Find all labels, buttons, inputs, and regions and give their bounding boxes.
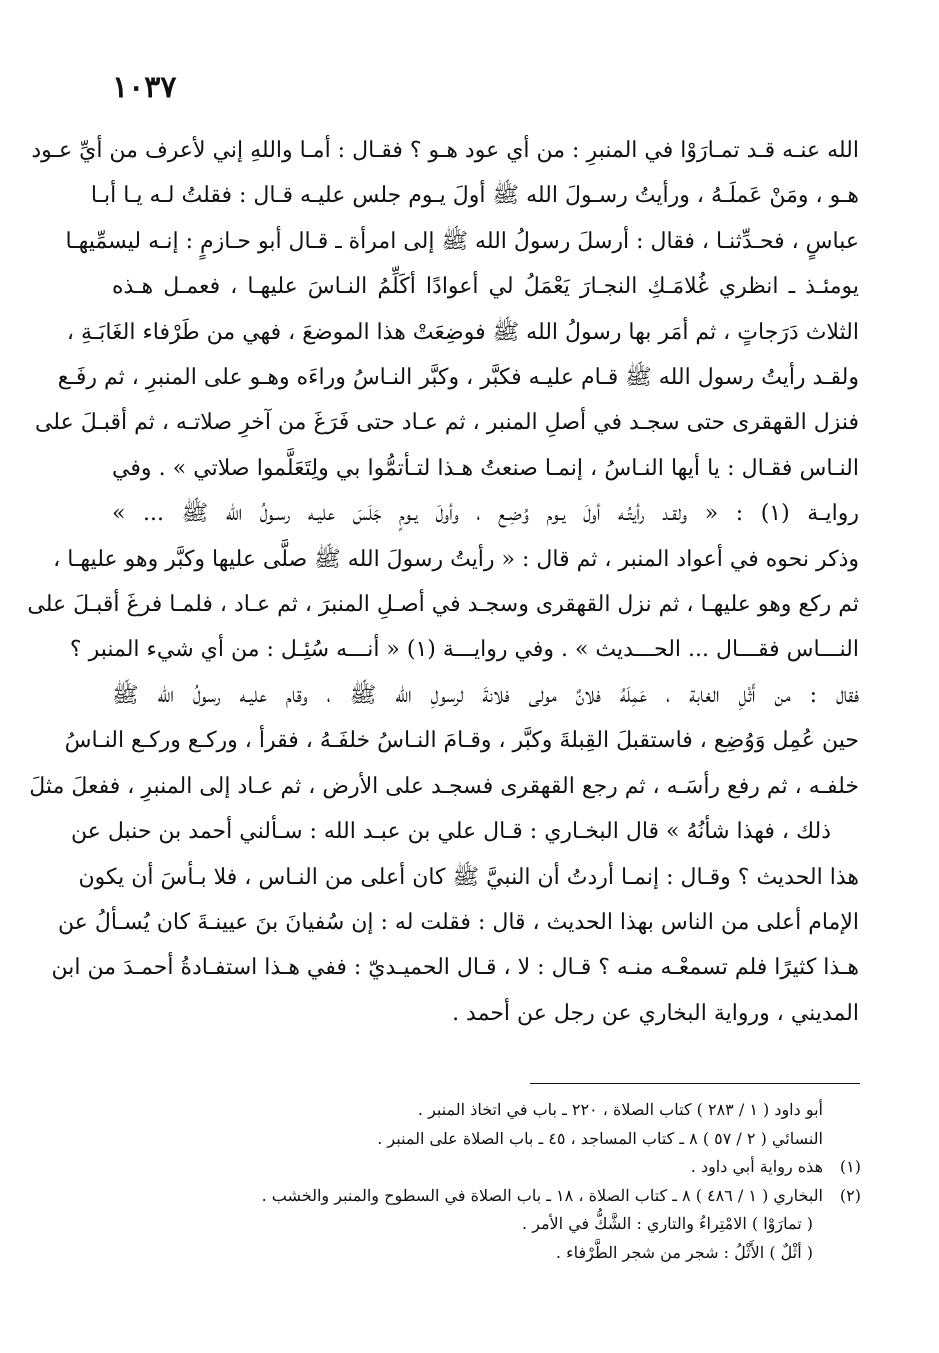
footnote-2 (112, 1182, 861, 1211)
text-line: الله عنـه قـد تمـارَوْا في المنبرِ : من أي عود هـو ؟ فقـال : أمـا واللهِ إني لأعرف من أيِّ عـود (31, 138, 859, 163)
text-line: النـاس فقـال : يا أيها النـاسُ ، إنمـا صنعتُ هـذا لتـأتمُّوا بي ولِتَعَلَّموا صلاتي » . وفي (112, 455, 859, 481)
footnote-mark (823, 1210, 861, 1239)
footnote-text: النسائي ( ٢ / ٥٧ ) ٨ ـ كتاب المساجد ، ٤٥ ـ باب الصلاة على المنبر . (377, 1128, 823, 1148)
footnote-gloss (112, 1239, 861, 1268)
text-line: فقال : من أَثْلِ الغابة ، عَمِلَهُ فلانٌ مولى فلانةَ لرسولِ الله ﷺ ، وقام عليـه رسولُ الله ﷺ (112, 682, 859, 708)
text-line: هـو ، ومَنْ عَملَـهُ ، ورأيتُ رسـولَ الله ﷺ أولَ يـوم جلس عليـه قـال : فقلتُ لـه يـا أبـا (90, 183, 859, 209)
text-line: الثلاث دَرَجاتٍ ، ثم أمَر بها رسولُ الله ﷺ فوضِعَتْ هذا الموضعَ ، فهي من طَرْفاء الغَابَـةِ ، (66, 319, 859, 345)
text-line: الإمام أعلى من الناس بهذا الحديث ، قال : فقلت له : إن سُفيانَ بنَ عيينـةَ كان يُسـألُ عن (58, 909, 859, 935)
text-line: روايـة (١) : « ولقـد رأيتُـه أولَ يـوم وُضِـع ، وأولَ يـومٍ جَلَسَ عليـه رسـولُ الله ﷺ ... » (112, 501, 859, 527)
text-line: وذكر نحوه في أعواد المنبر ، ثم قال : « رأيتُ رسولَ الله ﷺ صلَّى عليها وكبَّر وهو عليهـا ، (53, 546, 859, 572)
text-line: حين عُمِل وَوُضِع ، فاستقبلَ القِبلةَ وكبَّر ، وقـامَ النـاسُ خلفَـهُ ، فقرأ ، وركـع وركـع النـاسُ (64, 728, 859, 754)
text-line: ولقـد رأيتُ رسول الله ﷺ قـام عليـه فكبَّر ، وكبَّر النـاسُ وراءَه وهـو على المنبرِ ، ثم رفَـع (57, 365, 859, 391)
text-line: يومئـذ ـ انظري غُلامَـكِ النجـارَ يَعْمَلُ لي أعوادًا أكَلِّمُ النـاسَ عليهـا ، فعمـل هـذه (112, 274, 859, 300)
footnote-text: أبو داود ( ١ / ٢٨٣ ) كتاب الصلاة ، ٢٢٠ ـ باب في اتخاذ المنبر . (417, 1100, 823, 1119)
footnote-gloss (112, 1210, 861, 1239)
text-line: المديني ، ورواية البخاري عن رجل عن أحمد . (452, 1000, 859, 1026)
text-line: هذا الحديث ؟ وقـال : إنمـا أردتُ أن النبيَّ ﷺ كان أعلى من النـاس ، فلا بـأسَ أن يكون (78, 864, 859, 890)
text-line: ثم ركع وهو عليهـا ، ثم نزل القهقرى وسجـد في أصـلِ المنبرَ ، ثم عـاد ، فلمـا فرغَ أقبـلَ على (27, 592, 859, 618)
text-line: فنزل القهقرى حتى سجـد في أصلِ المنبر ، ثم عـاد حتى فَرَغَ من آخرِ صلاتـه ، ثم أقبـلَ على (34, 410, 859, 436)
text-line: النـــاس فقـــال ... الحـــديث » . وفي روايـــة (١) « أنـــه سُئِـل : من أي شيء المنبر ؟ (69, 637, 859, 663)
text-line: خلفـه ، ثم رفع رأسَـه ، ثم رجع القهقرى فسجـد على الأرض ، ثم عـاد إلى المنبرِ ، ففعلَ مثلَ (29, 773, 859, 799)
footnote-source (112, 1096, 861, 1125)
footnote-mark (823, 1125, 861, 1154)
footnotes (112, 1096, 861, 1267)
footnote-mark (823, 1096, 861, 1125)
text-line: هـذا كثيرًا فلم تسمعْـه منـه ؟ قـال : لا ، قـال الحميـديّ : ففي هـذا استفـادةُ أحمـدَ من ابن (51, 955, 859, 981)
main-text (27, 128, 859, 1036)
footnote-divider (530, 1083, 860, 1084)
footnote-text: البخاري ( ١ / ٤٨٦ ) ٨ ـ كتاب الصلاة ، ١٨ ـ باب الصلاة في السطوح والمنبر والخشب . (261, 1185, 823, 1205)
footnote-mark (823, 1239, 861, 1268)
text-line: عباسٍ ، فحـدِّثنـا ، فقال : أرسلَ رسولُ الله ﷺ إلى امرأة ـ قـال أبو حـازمٍ : إنـه ليسمِّيهـا (65, 228, 859, 254)
footnote-source (112, 1125, 861, 1154)
footnote-text: هذه رواية أبي داود . (690, 1157, 823, 1176)
text-line: ذلك ، فهذا شأنُهُ » قال البخـاري : قـال علي بن عبـد الله : سـألني أحمد بن حنبل عن (71, 819, 831, 845)
footnote-mark: (١) (839, 1157, 861, 1176)
footnote-text: ( أثْلٌ ) الأَثْلُ : شجر من شجر الطَّرْفاء . (555, 1242, 813, 1262)
footnote-1 (112, 1153, 861, 1182)
page-number: ١٠٣٧ (112, 70, 177, 105)
footnote-mark: (٢) (839, 1185, 861, 1205)
footnote-text: ( تمارَوْا ) الامْتِراءُ والتاري : الشَّكُّ في الأمر . (521, 1214, 813, 1233)
